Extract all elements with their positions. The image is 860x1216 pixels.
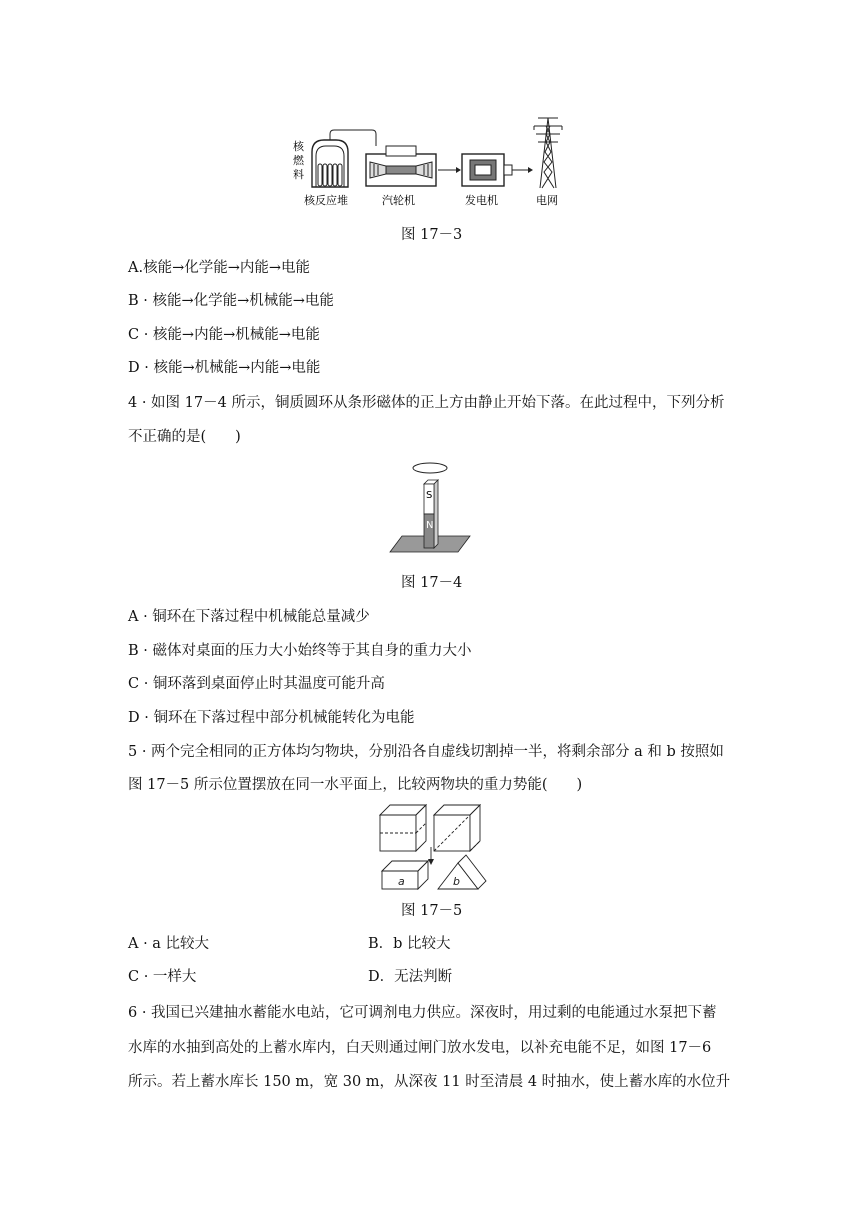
magnet-north-label: N [426,520,434,531]
q6-stem-line3: 所示。若上蓄水库长 150 m，宽 30 m，从深夜 11 时至清晨 4 时抽水，使上蓄水库的水位升 [128,1074,731,1090]
fuel-label-3: 料 [293,168,304,181]
generator-icon [462,154,512,186]
q3-option-d: D · 核能→机械能→内能→电能 [128,360,321,376]
block-a [382,861,428,889]
figure-17-3 [290,112,580,212]
reactor-icon [312,140,348,187]
q5-option-b: B．b 比较大 [368,936,451,952]
bar-magnet [424,480,438,548]
q4-option-c: C · 铜环落到桌面停止时其温度可能升高 [128,676,385,692]
q3-option-a: A.核能→化学能→内能→电能 [128,260,311,276]
fuel-label-1: 核 [293,140,304,153]
q4-option-a: A · 铜环在下落过程中机械能总量减少 [128,609,370,625]
fig3-caption: 图 17－3 [401,227,463,243]
power-tower-icon [534,118,562,188]
q4-option-b: B · 磁体对桌面的压力大小始终等于其自身的重力大小 [128,643,472,659]
fuel-label-2: 燃 [293,154,304,167]
block-b [438,855,486,889]
cube-a-before [380,805,426,851]
fig3-label-reactor: 核反应堆 [304,194,348,207]
cube-b-before [434,805,480,851]
q5-option-d: D．无法判断 [368,969,453,985]
q3-option-b: B · 核能→化学能→机械能→电能 [128,293,334,309]
block-a-label: a [398,875,405,888]
q5-option-a: A · a 比较大 [128,936,210,952]
q5-stem-line2: 图 17－5 所示位置摆放在同一水平面上，比较两物块的重力势能( ) [128,777,583,793]
fig3-label-generator: 发电机 [465,194,498,207]
q6-stem-line2: 水库的水抽到高处的上蓄水库内，白天则通过闸门放水发电，以补充电能不足，如图 17－6 [128,1040,712,1056]
q4-option-d: D · 铜环在下落过程中部分机械能转化为电能 [128,710,415,726]
figure-17-5 [376,801,496,893]
fig4-caption: 图 17－4 [401,575,463,591]
figure-17-4 [388,458,472,558]
q4-stem-line1: 4 · 如图 17－4 所示，铜质圆环从条形磁体的正上方由静止开始下落。在此过程中，下列分析 [128,395,725,411]
q5-stem-line1: 5 · 两个完全相同的正方体均匀物块，分别沿各自虚线切割掉一半，将剩余部分 a 和 b 按照如 [128,744,724,760]
magnet-south-label: S [426,490,433,501]
fig3-label-grid: 电网 [536,194,558,207]
turbine-icon [366,146,436,186]
q6-stem-line1: 6 · 我国已兴建抽水蓄能水电站，它可调剂电力供应。深夜时，用过剩的电能通过水泵把下蓄 [128,1005,717,1021]
q3-option-c: C · 核能→内能→机械能→电能 [128,327,320,343]
q5-option-c: C · 一样大 [128,969,197,985]
copper-ring [413,463,447,473]
q4-stem-line2: 不正确的是( ) [128,429,241,445]
fig5-caption: 图 17－5 [401,903,463,919]
block-b-label: b [453,875,460,888]
fig3-label-turbine: 汽轮机 [382,194,415,207]
